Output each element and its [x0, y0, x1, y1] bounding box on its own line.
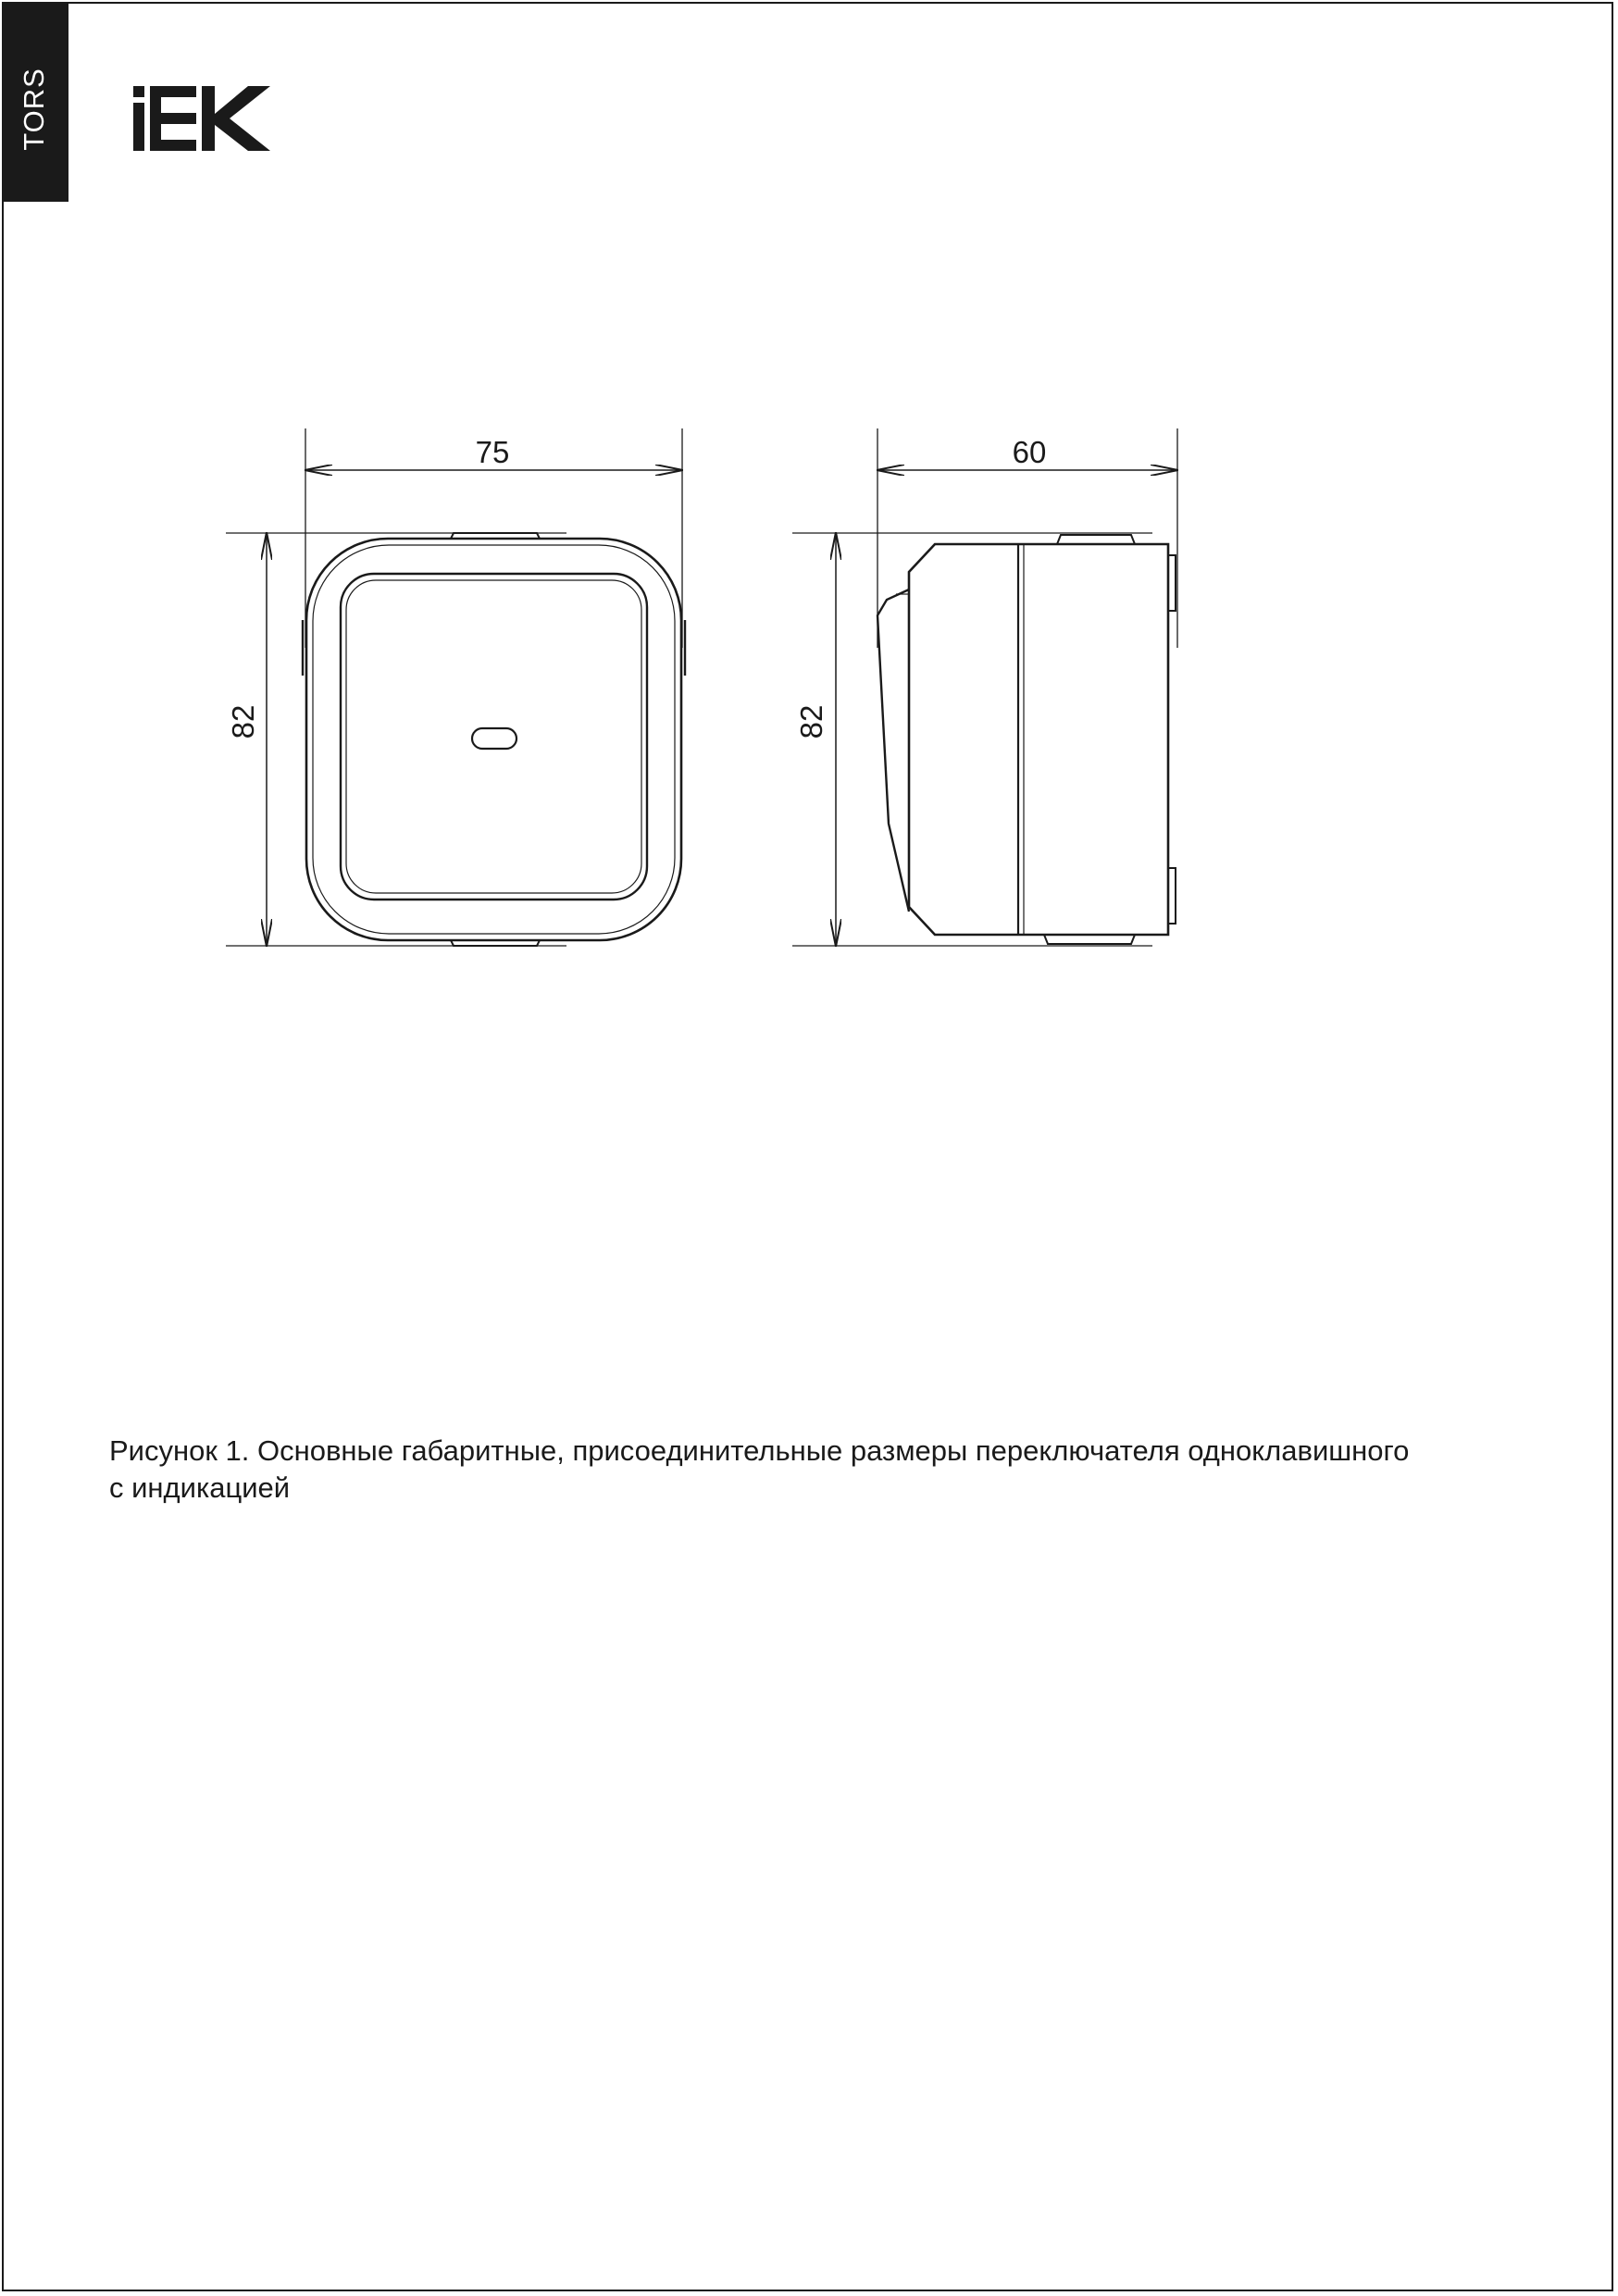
side-height-dim: 82	[794, 704, 828, 739]
figure-caption	[109, 1433, 1498, 1507]
dimension-drawing	[0, 0, 1618, 1018]
side-depth-dim: 60	[1012, 435, 1047, 469]
series-label: TORS	[18, 68, 50, 151]
caption-line-2: с индикацией	[109, 1471, 291, 1504]
caption-line-1: Рисунок 1. Основные габаритные, присоединительные размеры переключателя одноклавишного	[109, 1434, 1410, 1467]
front-width-dim: 75	[475, 435, 510, 469]
front-height-dim: 82	[226, 704, 260, 739]
front-view	[226, 428, 685, 946]
side-view	[792, 428, 1177, 946]
